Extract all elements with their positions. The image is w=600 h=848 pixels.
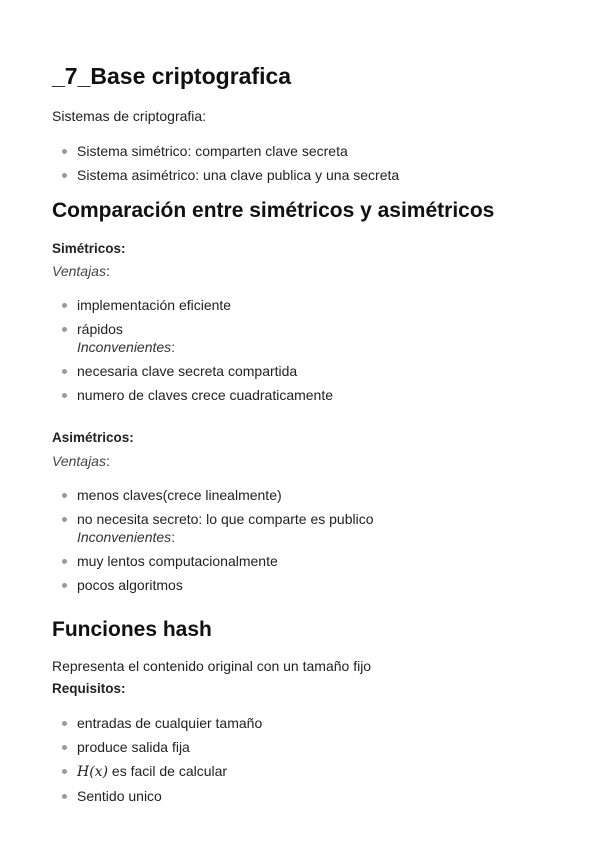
requirements-label: Requisitos: [52,681,126,696]
asymmetric-advantages-label: Ventajas: [52,453,110,469]
list-item: entradas de cualquier tamaño [52,714,262,732]
hash-description: Representa el contenido original con un tamaño fijo [52,658,372,674]
list-item: produce salida fija [52,738,262,756]
list-item: H(x) es facil de calcular [52,762,262,781]
list-item: implementación eficiente [52,296,333,314]
list-item: Sentido unico [52,787,262,805]
comparison-heading: Comparación entre simétricos y asimétricos [52,199,495,222]
list-item: pocos algoritmos [52,576,374,594]
symmetric-list [52,296,333,404]
symmetric-disadvantages-label: Inconvenientes: [77,339,176,355]
hash-heading: Funciones hash [52,618,212,641]
list-item: necesaria clave secreta compartida [52,362,333,380]
list-item: rápidos Inconvenientes: [52,320,333,356]
list-item: Sistema simétrico: comparten clave secreta [52,142,399,160]
list-item: no necesita secreto: lo que comparte es publico Inconvenientes: [52,510,374,546]
list-item: numero de claves crece cuadraticamente [52,386,333,404]
hash-formula: H(x) [77,764,109,780]
list-item: muy lentos computacionalmente [52,552,374,570]
page-title: _7_Base criptografica [52,63,292,89]
list-item: Sistema asimétrico: una clave publica y una secreta [52,166,399,184]
systems-list [52,142,399,184]
asymmetric-list [52,486,374,594]
requirements-list [52,714,262,805]
list-item: menos claves(crece linealmente) [52,486,374,504]
intro-text: Sistemas de criptografia: [52,108,207,124]
symmetric-label: Simétricos: [52,241,126,256]
symmetric-advantages-label: Ventajas: [52,263,110,279]
asymmetric-label: Asimétricos: [52,430,134,445]
asymmetric-disadvantages-label: Inconvenientes: [77,529,176,545]
